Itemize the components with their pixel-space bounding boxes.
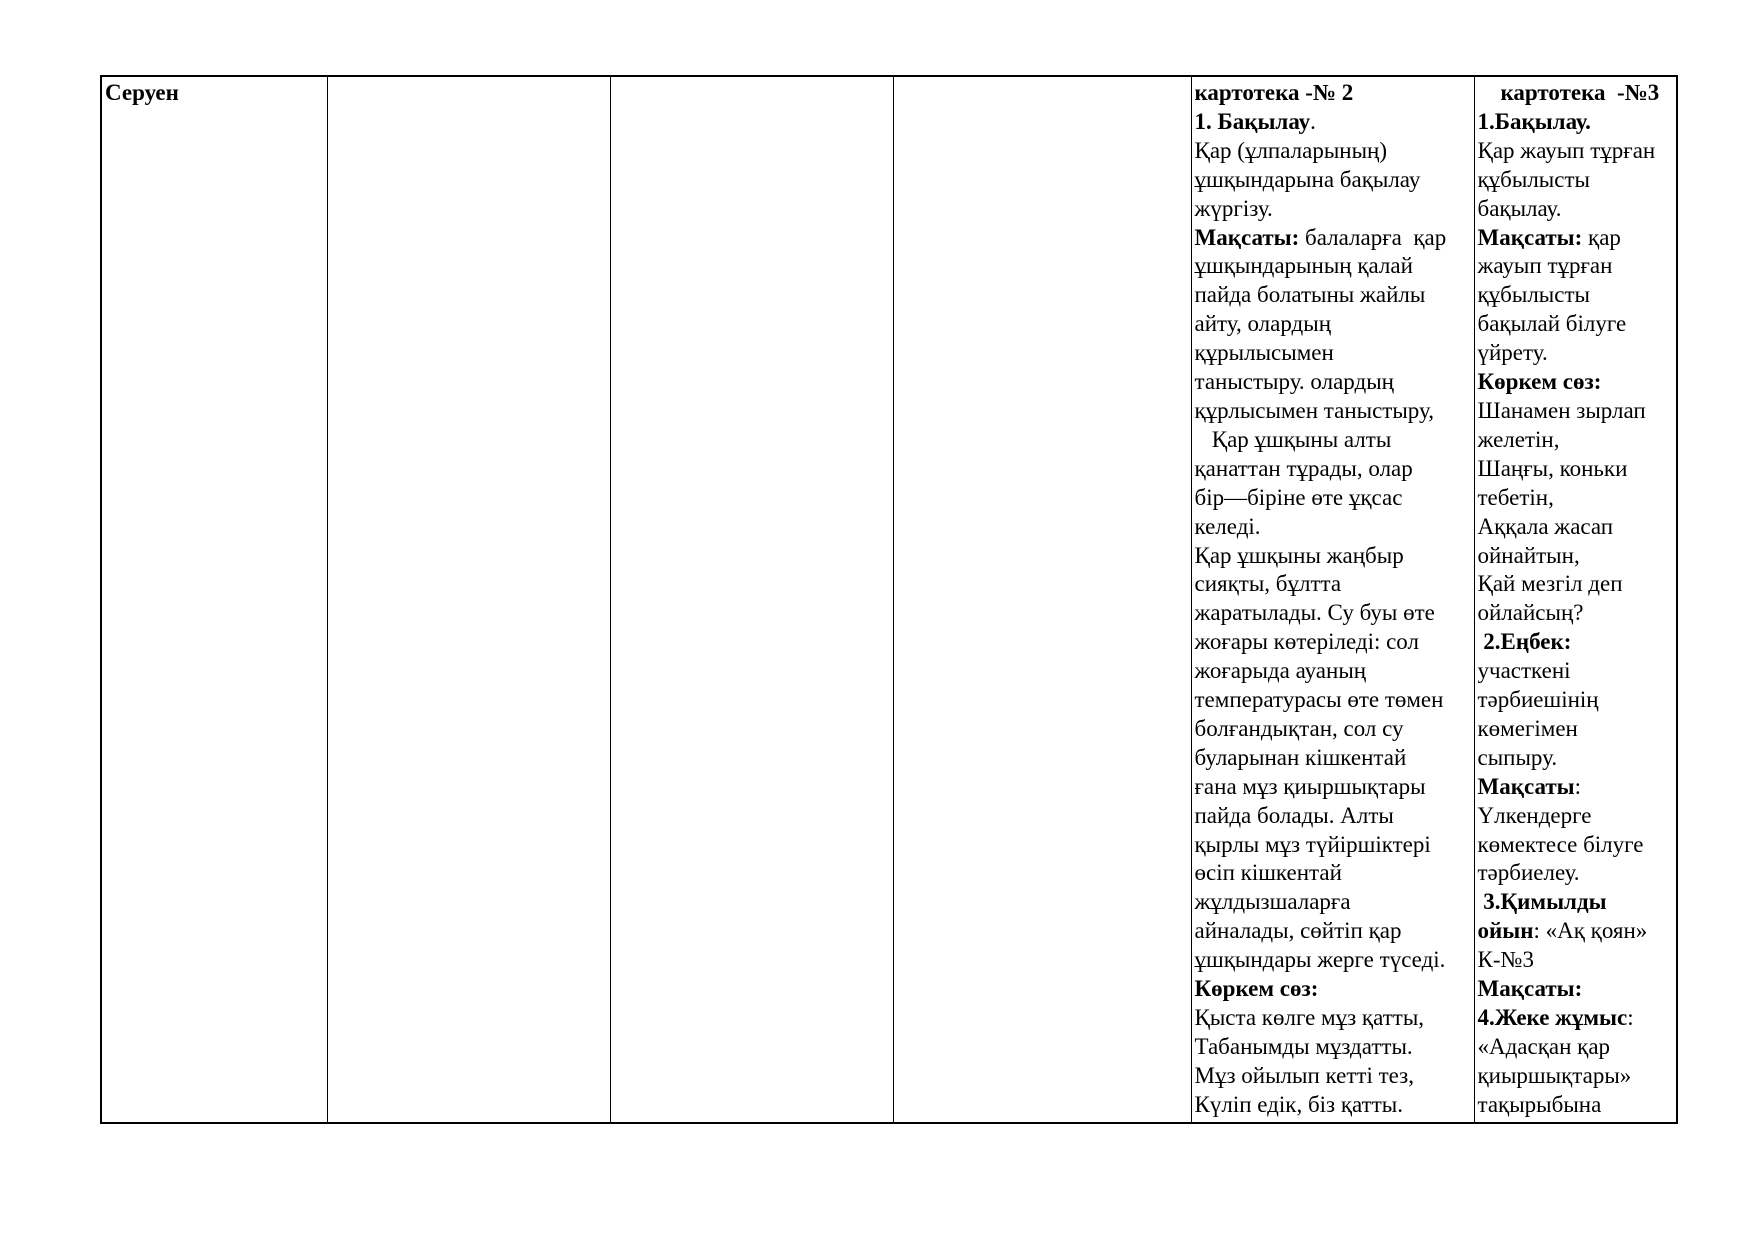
text-line <box>1195 224 1471 253</box>
text: жоғары көтеріледі: сол <box>1194 629 1419 655</box>
text-line <box>1195 859 1471 888</box>
text-line <box>1478 599 1674 628</box>
text: ұшқындары жерге түседі. <box>1194 947 1446 973</box>
text-line <box>1478 513 1674 542</box>
bold-text: картотека -№ 2 <box>1194 80 1354 105</box>
text: бақылай білуге <box>1477 311 1627 337</box>
text: участкені <box>1477 658 1571 684</box>
text-line <box>1195 484 1471 513</box>
text: ғана мұз қиыршықтары <box>1194 773 1426 799</box>
text-line <box>1195 715 1471 744</box>
text-line <box>1478 744 1674 773</box>
text-line <box>1195 1091 1471 1120</box>
text: Аққала жасап <box>1477 513 1614 539</box>
text-line <box>1195 599 1471 628</box>
text: Қар ұшқыны алты <box>1194 426 1392 452</box>
text: К-№3 <box>1477 947 1534 973</box>
bold-text: 1.Бақылау. <box>1477 108 1591 134</box>
bold-text: 4.Жеке жұмыс <box>1477 1005 1628 1030</box>
text: жүргізу. <box>1194 195 1273 221</box>
text: құрлысымен таныстыру, <box>1194 397 1434 423</box>
text-line <box>1195 79 1471 108</box>
text-line <box>1478 310 1674 339</box>
text-line <box>1478 397 1674 426</box>
bold-text: картотека -№3 <box>1477 80 1660 105</box>
text-line <box>1195 831 1471 860</box>
text-line <box>1195 542 1471 571</box>
bold-text: Көркем сөз: <box>1194 976 1319 1002</box>
text-line <box>1478 455 1674 484</box>
row-label: Серуен <box>105 80 179 105</box>
bold-text: ойын <box>1477 918 1534 944</box>
text: пайда болатыны жайлы <box>1194 282 1426 308</box>
text-line <box>1478 859 1674 888</box>
text-line <box>1478 831 1674 860</box>
text: ұшқындарының қалай <box>1194 253 1413 279</box>
card-3-cell <box>1474 76 1677 1123</box>
text-line <box>1478 79 1674 108</box>
text-line <box>1478 686 1674 715</box>
text-line <box>1195 426 1471 455</box>
bold-text: 1. Бақылау <box>1194 108 1311 134</box>
text-line <box>1195 166 1471 195</box>
text: қиыршықтары» <box>1477 1062 1632 1088</box>
text: : <box>1574 773 1582 799</box>
text: : «Ақ қоян» <box>1533 918 1648 944</box>
bold-text: Көркем сөз: <box>1477 369 1602 395</box>
text: Қай мезгіл деп <box>1477 571 1623 597</box>
bold-text: 2.Еңбек: <box>1477 629 1572 655</box>
text-line <box>1195 1004 1471 1033</box>
text-line <box>1478 1004 1674 1033</box>
text-line <box>1478 1091 1674 1120</box>
text-line <box>1195 946 1471 975</box>
text-line <box>1195 1062 1471 1091</box>
schedule-table <box>100 75 1678 1124</box>
text: өсіп кішкентай <box>1194 860 1342 886</box>
text: жоғарыда ауаның <box>1194 658 1367 684</box>
text: «Адасқан қар <box>1477 1033 1611 1059</box>
text-line <box>1195 195 1471 224</box>
text-line <box>1195 339 1471 368</box>
text: таныстыру. олардың <box>1194 369 1394 395</box>
text: құбылысты <box>1477 166 1590 192</box>
text: Күліп едік, біз қатты. <box>1194 1091 1403 1117</box>
text: тебетін, <box>1477 484 1554 510</box>
bold-text: Мақсаты: <box>1477 224 1583 250</box>
text: болғандықтан, сол су <box>1194 715 1404 741</box>
text: бақылау. <box>1477 195 1562 221</box>
text: тәрбиелеу. <box>1477 860 1580 886</box>
text: температурасы өте төмен <box>1194 687 1444 713</box>
text-line <box>1195 975 1471 1004</box>
text: қар <box>1582 224 1621 250</box>
text-line <box>1478 542 1674 571</box>
text-line <box>1195 744 1471 773</box>
text-line <box>1195 888 1471 917</box>
text-line <box>1195 628 1471 657</box>
text: сияқты, бұлтта <box>1194 571 1342 597</box>
text-line <box>1478 281 1674 310</box>
text: қанаттан тұрады, олар <box>1194 455 1413 481</box>
text-line <box>1478 888 1674 917</box>
text-line <box>1195 397 1471 426</box>
card-2-cell <box>1191 76 1474 1123</box>
text: көмектесе білуге <box>1477 831 1644 857</box>
text-line <box>1478 339 1674 368</box>
text: . <box>1310 108 1316 134</box>
text-line <box>1195 137 1471 166</box>
text: желетін, <box>1477 426 1560 452</box>
text-line <box>1195 108 1471 137</box>
text: ойлайсың? <box>1477 600 1584 626</box>
text: жаратылады. Су буы өте <box>1194 600 1435 626</box>
bold-text: Мақсаты <box>1477 773 1575 799</box>
text-line <box>1195 310 1471 339</box>
text: құбылысты <box>1477 282 1590 308</box>
text: Шанамен зырлап <box>1477 397 1646 423</box>
text-line <box>1478 773 1674 802</box>
text: тақырыбына <box>1477 1091 1602 1117</box>
text: Табанымды мұздатты. <box>1194 1033 1413 1059</box>
text: тәрбиешінің <box>1477 687 1599 713</box>
text-line <box>1195 368 1471 397</box>
bold-text: Мақсаты: <box>1194 224 1300 250</box>
text-line <box>1478 368 1674 397</box>
bold-text: Мақсаты: <box>1477 976 1583 1002</box>
text: үйрету. <box>1477 340 1548 366</box>
bold-text: 3.Қимылды <box>1477 889 1607 915</box>
text: ойнайтын, <box>1477 542 1580 568</box>
text-line <box>1478 946 1674 975</box>
text-line <box>1478 1033 1674 1062</box>
text-line <box>1195 252 1471 281</box>
text-line <box>1478 137 1674 166</box>
text-line <box>1195 773 1471 802</box>
text-line <box>1478 252 1674 281</box>
text: Қар (ұлпаларының) <box>1194 137 1388 163</box>
empty-cell-3 <box>893 76 1191 1123</box>
text: көмегімен <box>1477 715 1578 741</box>
text: Үлкендерге <box>1477 802 1592 828</box>
text-line <box>1478 224 1674 253</box>
text: Мұз ойылып кетті тез, <box>1194 1062 1414 1088</box>
text: жауып тұрған <box>1477 253 1613 279</box>
text: буларынан кішкентай <box>1194 744 1407 770</box>
text: жұлдызшаларға <box>1194 889 1351 915</box>
text-line <box>1478 484 1674 513</box>
text: Қар ұшқыны жаңбыр <box>1194 542 1404 568</box>
text: қырлы мұз түйіршіктері <box>1194 831 1431 857</box>
empty-cell-1 <box>327 76 610 1123</box>
text-line <box>1478 628 1674 657</box>
text: айту, олардың <box>1194 311 1332 337</box>
text-line <box>1478 166 1674 195</box>
text-line <box>1195 917 1471 946</box>
text: пайда болады. Алты <box>1194 802 1394 828</box>
text-line <box>1195 570 1471 599</box>
text: : <box>1627 1005 1634 1030</box>
text-line <box>1195 686 1471 715</box>
text: Қыста көлге мұз қатты, <box>1194 1005 1425 1030</box>
text: Қар жауып тұрған <box>1477 137 1656 163</box>
text-line <box>1195 281 1471 310</box>
text: балаларға қар <box>1299 224 1447 250</box>
text-line <box>1478 570 1674 599</box>
text-line <box>1478 1062 1674 1091</box>
text-line <box>1478 195 1674 224</box>
text: айналады, сөйтіп қар <box>1194 918 1402 944</box>
text-line <box>1478 108 1674 137</box>
text: келеді. <box>1194 513 1261 539</box>
text-line <box>1478 426 1674 455</box>
text-line <box>1195 657 1471 686</box>
table-row <box>101 76 1677 1123</box>
text: сыпыру. <box>1477 744 1558 770</box>
text-line <box>1478 917 1674 946</box>
text-line <box>1478 715 1674 744</box>
text: құрылысымен <box>1194 340 1334 366</box>
text: ұшқындарына бақылау <box>1194 166 1421 192</box>
text-line <box>1478 975 1674 1004</box>
text-line <box>1195 802 1471 831</box>
text: Шаңғы, коньки <box>1477 455 1628 481</box>
text-line <box>1478 802 1674 831</box>
row-label-cell <box>101 76 327 1123</box>
text-line <box>1195 1033 1471 1062</box>
text: бір—біріне өте ұқсас <box>1194 484 1403 510</box>
text-line <box>1195 455 1471 484</box>
text-line <box>1478 657 1674 686</box>
text-line <box>1195 513 1471 542</box>
empty-cell-2 <box>610 76 893 1123</box>
